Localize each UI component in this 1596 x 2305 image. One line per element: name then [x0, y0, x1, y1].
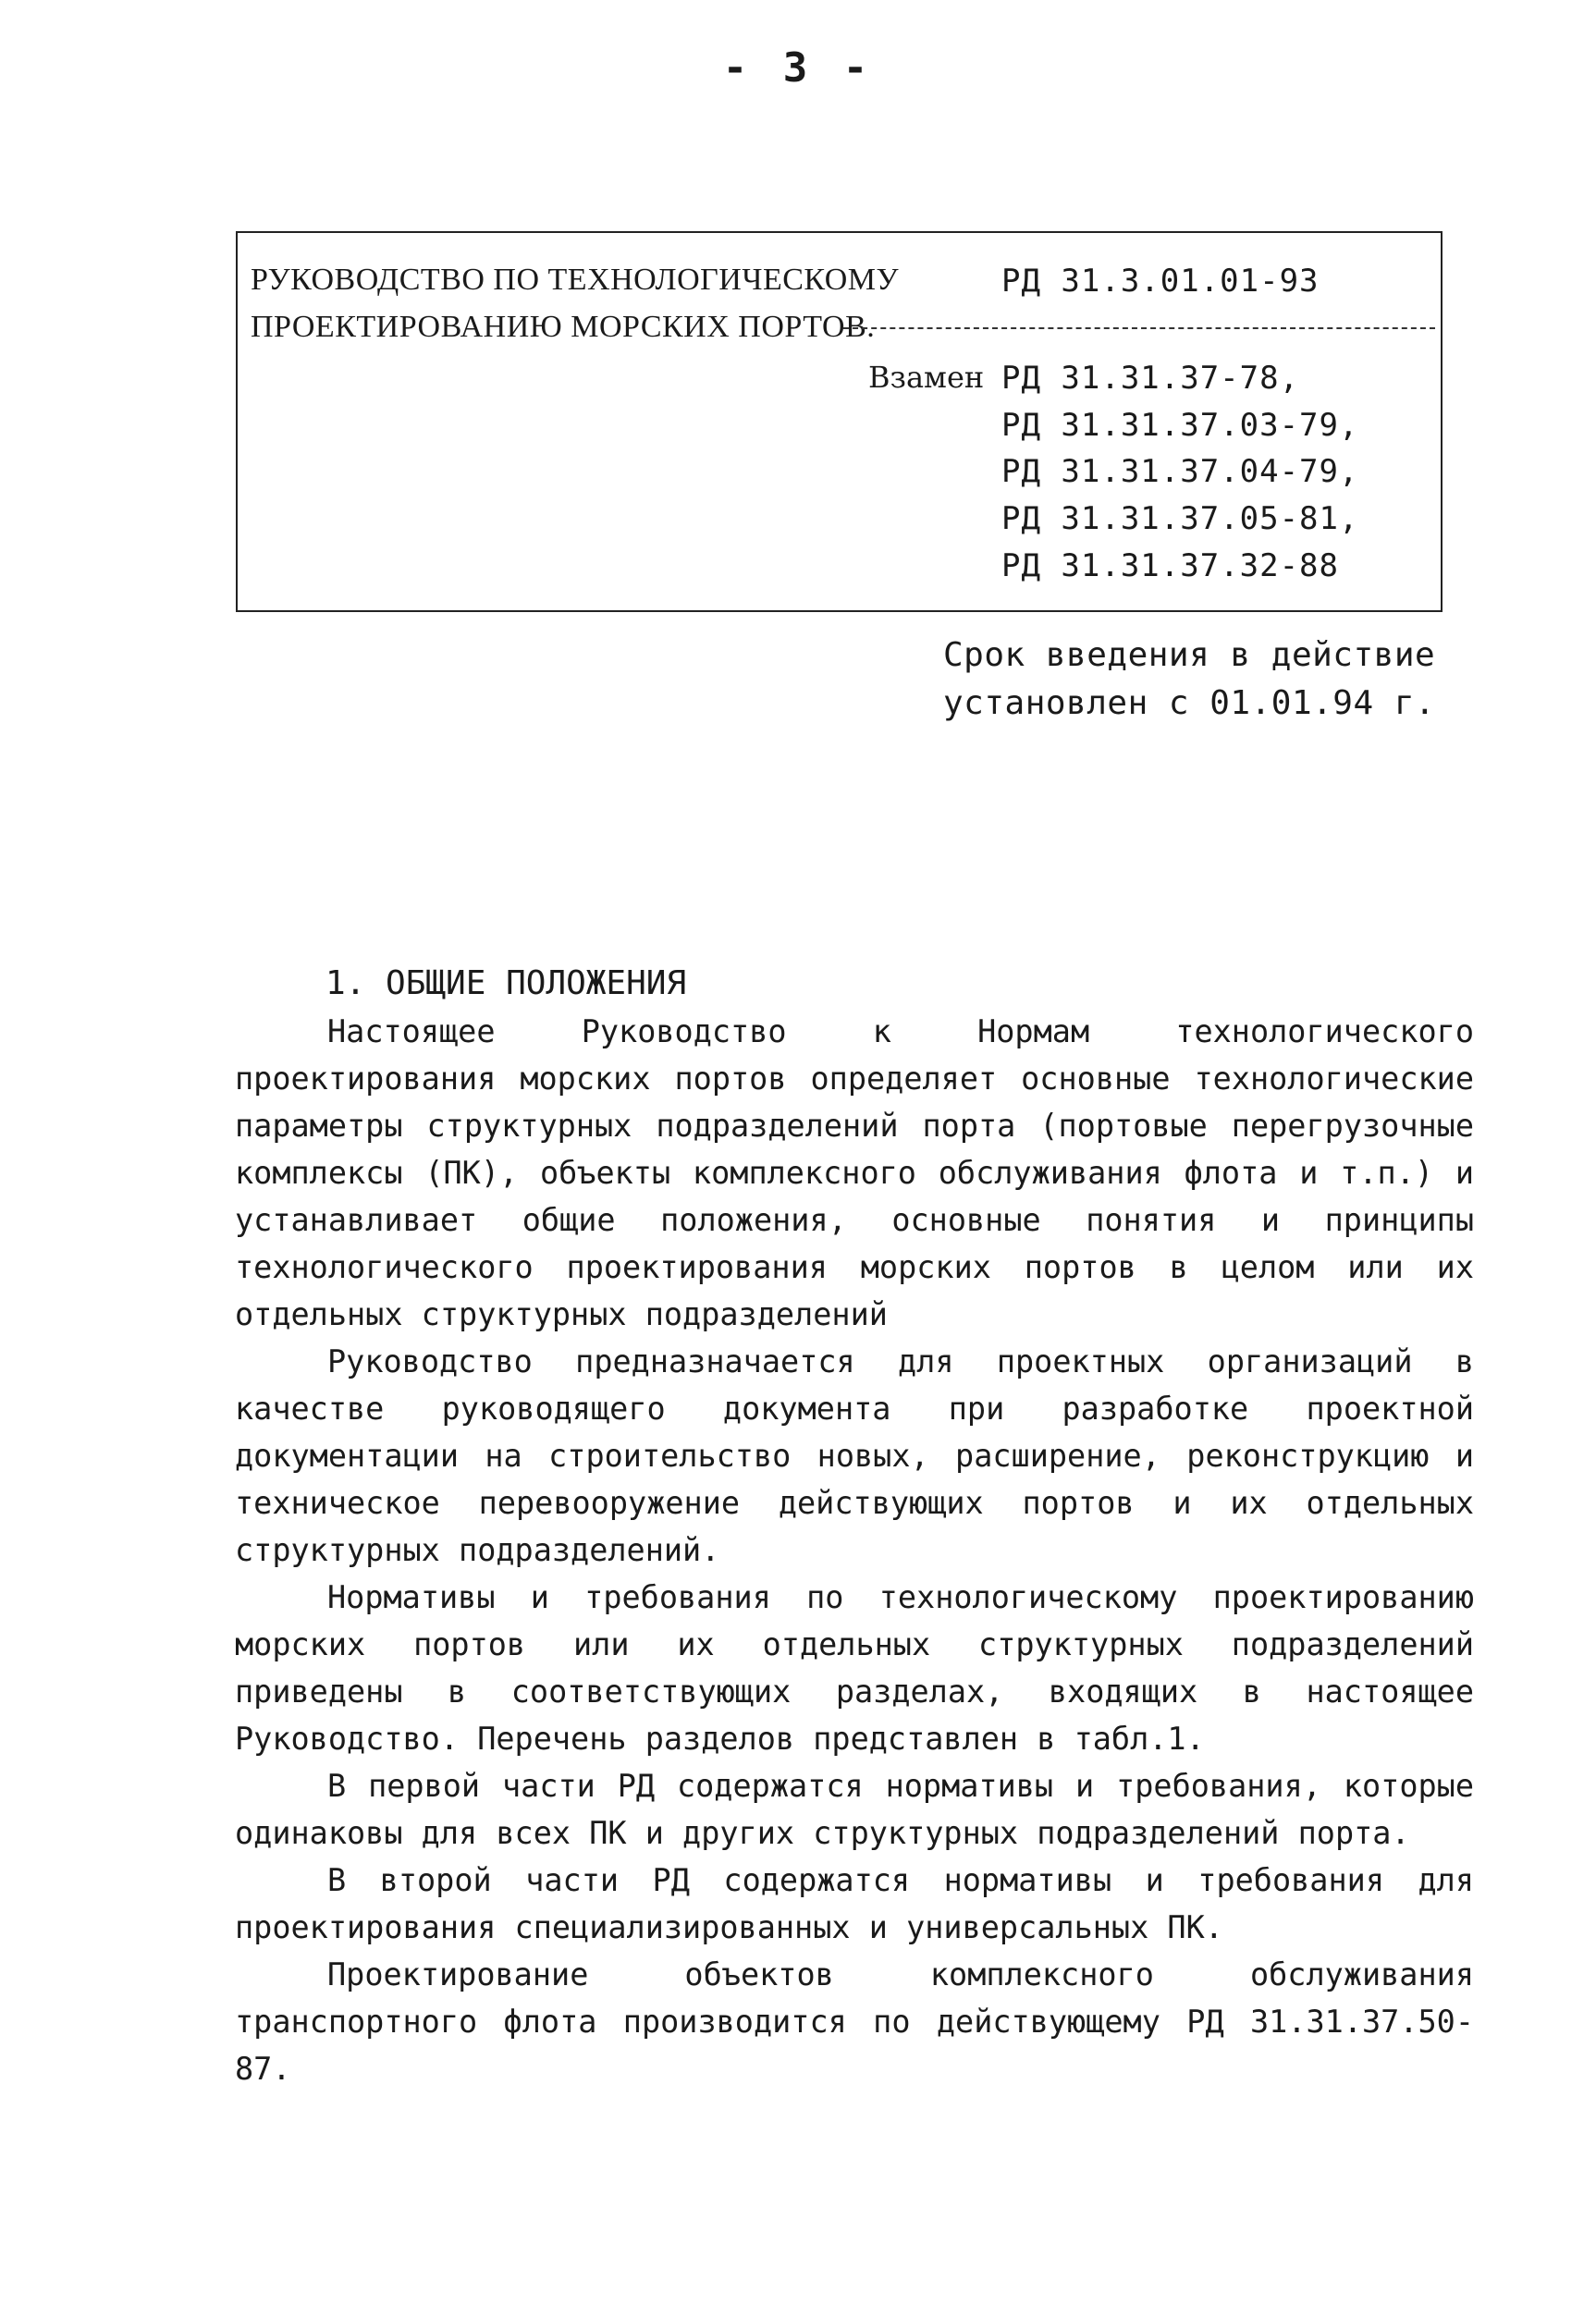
replaces-label: Взамен [868, 360, 985, 395]
replaced-document: РД 31.31.37.05-81, [1001, 500, 1359, 537]
paragraph: В второй части РД содержатся нормативы и требования для проектирования специализированных и универсальных ПК. [235, 1862, 1474, 1945]
paragraph: Настоящее Руководство к Нормам технологического проектирования морских портов определяет основные технологические параметры структурных подразделений порта (портовые перегрузочные комплексы (ПК), объекты комплексного обслуживания флота и т.п.) и устанавливает общие положения, основные понятия и принципы технологического проектирования морских портов в целом или их отдельных структурных подразделений [235, 1013, 1474, 1332]
header-title-line1: РУКОВОДСТВО ПО ТЕХНОЛОГИЧЕСКОМУ [251, 263, 900, 297]
document-code: РД 31.3.01.01-93 [1001, 263, 1320, 300]
paragraph: В первой части РД содержатся нормативы и требования, которые одинаковы для всех ПК и других структурных подразделений порта. [235, 1768, 1474, 1851]
effective-date-block [943, 631, 1435, 728]
paragraph: Руководство предназначается для проектных организаций в качестве руководящего документа при разработке проектной документации на строительство новых, расширение, реконструкцию и техническое перевооружение действующих портов и их отдельных структурных подразделений. [235, 1343, 1474, 1568]
header-title-line2: ПРОЕКТИРОВАНИЮ МОРСКИХ ПОРТОВ. [251, 310, 876, 344]
replaced-document: РД 31.31.37.03-79, [1001, 407, 1359, 444]
document-header-box [236, 231, 1443, 612]
section-body [235, 1008, 1474, 2092]
header-dashed-rule [843, 327, 1435, 329]
section-heading: 1. ОБЩИЕ ПОЛОЖЕНИЯ [325, 964, 687, 1002]
paragraph: Проектирование объектов комплексного обслуживания транспортного флота производится по действующему РД 31.31.37.50-87. [235, 1956, 1474, 2087]
effective-date-line1: Срок введения в действие [943, 636, 1436, 674]
effective-date-line2: установлен с 01.01.94 г. [943, 684, 1436, 722]
replaced-document: РД 31.31.37.32-88 [1001, 547, 1339, 584]
replaced-document: РД 31.31.37-78, [1001, 360, 1300, 397]
replaced-document: РД 31.31.37.04-79, [1001, 453, 1359, 490]
page-number: - 3 - [722, 44, 874, 92]
paragraph: Нормативы и требования по технологическому проектированию морских портов или их отдельных структурных подразделений приведены в соответствующих разделах, входящих в настоящее Руководство. Перечень разделов представлен в табл.1. [235, 1579, 1474, 1757]
